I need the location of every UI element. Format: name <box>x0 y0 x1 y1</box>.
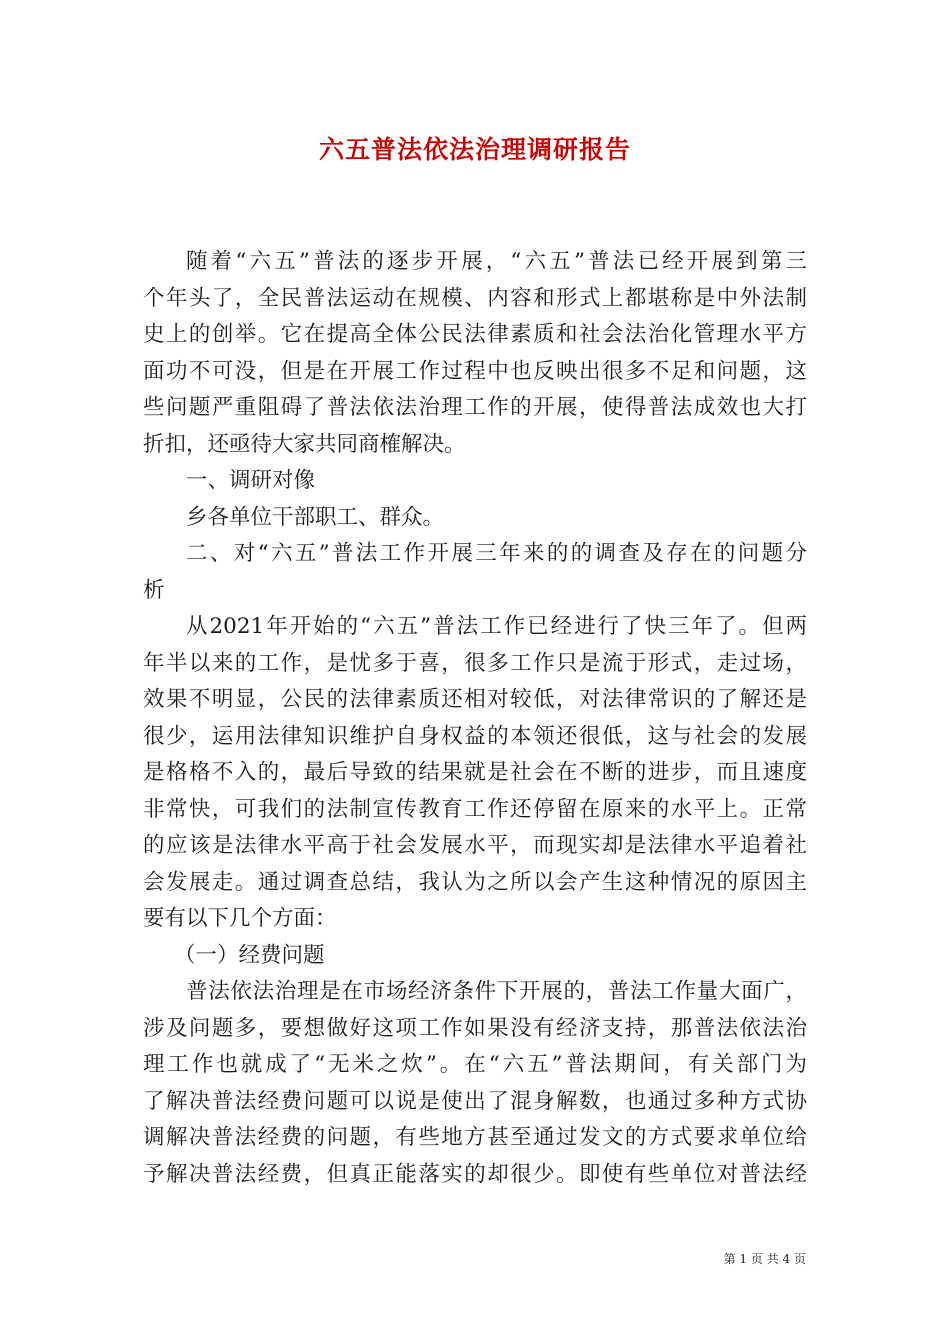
paragraph-line: 从2021年开始的“六五”普法工作已经进行了快三年了。但两 <box>186 614 807 639</box>
section-heading: 二、对“六五”普法工作开展三年来的的调查及存在的问题分 <box>186 541 807 566</box>
document-body <box>143 244 807 1193</box>
subsection-heading: （一）经费问题 <box>174 942 325 968</box>
paragraph-line: 是格格不入的，最后导致的结果就是社会在不断的进步，而且速度 <box>143 760 807 785</box>
paragraph-line: 予解决普法经费，但真正能落实的却很少。即使有些单位对普法经 <box>143 1161 807 1187</box>
paragraph-line: 了解决普法经费问题可以说是使出了混身解数，也通过多种方式协 <box>143 1088 807 1114</box>
paragraph-line: 面功不可没，但是在开展工作过程中也反映出很多不足和问题，这 <box>143 358 807 384</box>
paragraph-line: 效果不明显，公民的法律素质还相对较低，对法律常识的了解还是 <box>143 687 807 712</box>
paragraph-line: 调解决普法经费的问题，有些地方甚至通过发文的方式要求单位给 <box>143 1125 807 1150</box>
paragraph-line: 非常快，可我们的法制宣传教育工作还停留在原来的水平上。正常 <box>143 796 807 822</box>
paragraph-line: 些问题严重阻碍了普法依法治理工作的开展，使得普法成效也大打 <box>143 395 807 420</box>
paragraph-line: 史上的创举。它在提高全体公民法律素质和社会法治化管理水平方 <box>143 322 807 347</box>
paragraph-line: 理工作也就成了“无米之炊”。在“六五”普法期间，有关部门为 <box>143 1052 807 1077</box>
paragraph-line: 乡各单位干部职工、群众。 <box>186 504 445 530</box>
paragraph-line: 个年头了，全民普法运动在规模、内容和形式上都堪称是中外法制 <box>143 285 807 311</box>
paragraph-line: 普法依法治理是在市场经济条件下开展的，普法工作量大面广， <box>186 979 807 1004</box>
section-heading: 一、调研对像 <box>186 468 316 493</box>
paragraph-line: 随着“六五”普法的逐步开展，“六五”普法已经开展到第三 <box>186 249 807 274</box>
paragraph-line: 很少，运用法律知识维护自身权益的本领还很低，这与社会的发展 <box>143 723 807 749</box>
paragraph-line: 折扣，还亟待大家共同商榷解决。 <box>143 431 466 457</box>
section-heading: 析 <box>143 577 165 603</box>
paragraph-line: 涉及问题多，要想做好这项工作如果没有经济支持，那普法依法治 <box>143 1015 807 1041</box>
paragraph-line: 年半以来的工作，是忧多于喜，很多工作只是流于形式，走过场， <box>143 650 807 676</box>
page-number: 第 1 页 共 4 页 <box>723 1252 806 1266</box>
paragraph-line: 的应该是法律水平高于社会发展水平，而现实却是法律水平追着社 <box>143 833 807 858</box>
paragraph-line: 要有以下几个方面： <box>143 906 337 931</box>
paragraph-line: 会发展走。通过调查总结，我认为之所以会产生这种情况的原因主 <box>143 869 807 895</box>
document-title: 六五普法依法治理调研报告 <box>318 135 631 164</box>
